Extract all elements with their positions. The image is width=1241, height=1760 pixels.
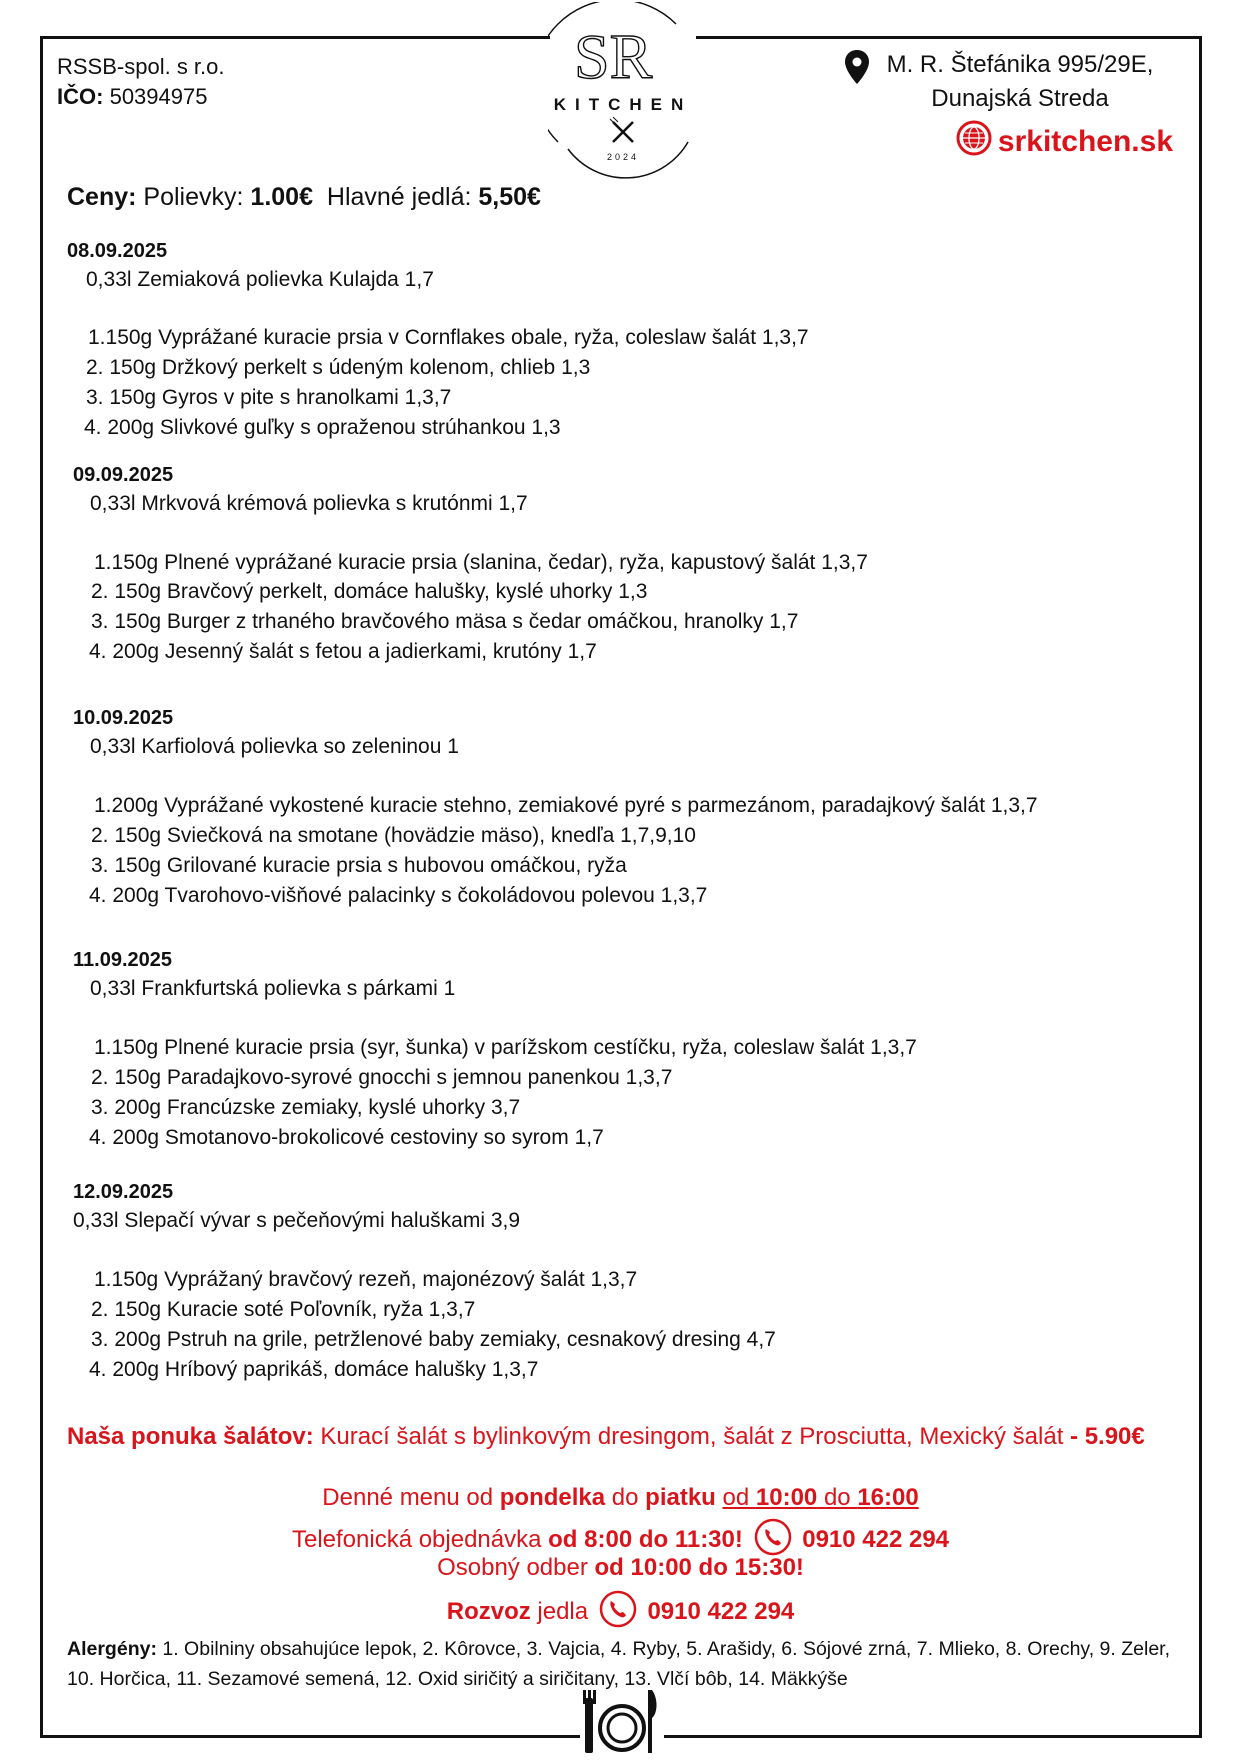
allergens-text: 1. Obilniny obsahujúce lepok, 2. Kôrovce, 3. Vajcia, 4. Ryby, 5. Arašidy, 6. Sójové zrná, 7. Mlieko, 8. Orechy, 9. Zeler, 10. Horčica, 11. Sezamové semená, 12. Oxid siričitý a siričitany, 13. Vlčí bôb, 14. Mäkkýše [67, 1638, 1171, 1690]
ico-label: IČO: [57, 84, 104, 109]
menu-hours-time [723, 1484, 919, 1511]
plate-cutlery-icon [580, 1688, 662, 1760]
menu-item: 3. 150g Burger z trhaného bravčového mäsa s čedar omáčkou, hranolky 1,7 [91, 610, 799, 633]
menu-item: 3. 150g Gyros v pite s hranolkami 1,3,7 [86, 386, 452, 409]
phone-order-number[interactable]: 0910 422 294 [802, 1525, 950, 1553]
delivery-phone-number[interactable]: 0910 422 294 [647, 1597, 795, 1625]
menu-item: 2. 150g Sviečková na smotane (hovädzie mäso), knedľa 1,7,9,10 [91, 824, 696, 847]
pickup-hours [0, 1554, 1241, 1582]
menu-item: 2. 150g Paradajkovo-syrové gnocchi s jemnou panenkou 1,3,7 [91, 1066, 673, 1089]
menu-item: 2. 150g Kuracie soté Poľovník, ryža 1,3,7 [91, 1298, 476, 1321]
salads-price: 5.90€ [1084, 1423, 1145, 1450]
location-pin-icon [845, 50, 869, 94]
menu-hours [0, 1484, 1241, 1512]
allergens-label: Alergény: [67, 1638, 157, 1660]
day-soup: 0,33l Karfiolová polievka so zeleninou 1 [90, 735, 459, 758]
day-date: 10.09.2025 [73, 707, 174, 729]
menu-item: 3. 200g Francúzske zemiaky, kyslé uhorky 3,7 [91, 1096, 521, 1119]
frame-bottom-left [40, 1735, 580, 1738]
phone-order-text: Telefonická objednávka [291, 1525, 549, 1553]
soups-label: Polievky: [143, 183, 244, 211]
prices [67, 183, 541, 212]
frame-top-left [40, 36, 550, 39]
day-soup: 0,33l Frankfurtská polievka s párkami 1 [90, 977, 456, 1000]
salads-dash: - [1063, 1423, 1085, 1450]
address-line-1: M. R. Štefánika 995/29E, [886, 51, 1154, 78]
menu-item: 1.150g Plnené kuracie prsia (syr, šunka) v parížskom cestíčku, ryža, coleslaw šalát 1,3,7 [94, 1036, 917, 1059]
frame-left [40, 36, 43, 1738]
allergens [67, 1634, 1177, 1694]
menu-item: 4. 200g Jesenný šalát s fetou a jadierkami, krutóny 1,7 [89, 640, 597, 663]
delivery-text: jedla [530, 1597, 589, 1625]
day-soup: 0,33l Zemiaková polievka Kulajda 1,7 [86, 268, 434, 291]
menu-hours-day-from: pondelka [499, 1484, 606, 1511]
menu-item: 4. 200g Tvarohovo-višňové palacinky s čokoládovou polevou 1,3,7 [89, 884, 708, 907]
frame-top-right [696, 36, 1202, 39]
menu-item: 4. 200g Slivkové guľky s opraženou strúhankou 1,3 [84, 416, 561, 439]
menu-hours-text [716, 1484, 723, 1511]
logo-year: 2024 [606, 152, 640, 162]
menu-item: 3. 200g Pstruh na grile, petržlenové baby zemiaky, cesnakový dresing 4,7 [91, 1328, 776, 1351]
mains-label: Hlavné jedlá: [326, 183, 472, 211]
pickup-time: od 10:00 do 15:30! [594, 1554, 804, 1581]
menu-hours-time-to: 16:00 [857, 1484, 919, 1511]
day-soup: 0,33l Mrkvová krémová polievka s krutónmi 1,7 [90, 492, 528, 515]
day-date: 08.09.2025 [67, 240, 168, 262]
menu-item: 4. 200g Hríbový paprikáš, domáce halušky 1,3,7 [89, 1358, 539, 1381]
mains-price: 5,50€ [478, 183, 541, 211]
company-ico [57, 82, 225, 112]
fork-knife-icon [610, 117, 633, 142]
salads-label: Naša ponuka šalátov: [67, 1423, 314, 1450]
day-soup: 0,33l Slepačí vývar s pečeňovými haluškami 3,9 [73, 1209, 521, 1232]
address [825, 48, 1185, 116]
pickup-text: Osobný odber [437, 1554, 595, 1581]
salads-offer [67, 1420, 1177, 1454]
menu-hours-time-from: 10:00 [755, 1484, 818, 1511]
menu-hours-text: do [605, 1484, 646, 1511]
menu-hours-time-text: do [817, 1484, 858, 1511]
menu-item: 1.150g Vyprážaný bravčový rezeň, majonézový šalát 1,3,7 [94, 1268, 638, 1291]
day-date: 11.09.2025 [73, 949, 172, 971]
logo-letter-s: SR [574, 21, 653, 92]
day-date: 09.09.2025 [73, 464, 174, 486]
logo-word: KITCHEN [553, 95, 693, 114]
address-line-2: Dunajská Streda [931, 85, 1109, 112]
menu-item: 1.200g Vyprážané vykostené kuracie stehno, zemiakové pyré s parmezánom, paradajkový šalát 1,3,7 [94, 794, 1038, 817]
ico-value: 50394975 [109, 84, 208, 109]
menu-hours-day-to: piatku [645, 1484, 716, 1511]
day-date: 12.09.2025 [73, 1181, 174, 1203]
sr-kitchen-logo [548, 2, 698, 182]
menu-item: 2. 150g Bravčový perkelt, domáce halušky, kyslé uhorky 1,3 [91, 580, 648, 603]
menu-hours-text: Denné menu od [322, 1484, 500, 1511]
company-info [57, 52, 225, 112]
menu-item: 1.150g Plnené vyprážané kuracie prsia (slanina, čedar), ryža, kapustový šalát 1,3,7 [94, 551, 868, 574]
phone-order-hours: od 8:00 do 11:30! [548, 1525, 743, 1553]
frame-bottom-right [664, 1735, 1202, 1738]
menu-item: 4. 200g Smotanovo-brokolicové cestoviny so syrom 1,7 [89, 1126, 604, 1149]
menu-hours-time-text: od [722, 1484, 756, 1511]
prices-label: Ceny: [67, 183, 137, 211]
menu-item: 1.150g Vyprážané kuracie prsia v Cornflakes obale, ryža, coleslaw šalát 1,3,7 [88, 326, 809, 349]
phone-icon [599, 1590, 637, 1635]
globe-icon [956, 120, 992, 164]
menu-item: 2. 150g Držkový perkelt s údeným kolenom, chlieb 1,3 [86, 356, 591, 379]
company-name: RSSB-spol. s r.o. [57, 54, 225, 79]
delivery-label: Rozvoz [446, 1597, 531, 1625]
soups-price: 1.00€ [250, 183, 313, 211]
delivery [0, 1590, 1241, 1635]
salads-text: Kurací šalát s bylinkovým dresingom, šalát z Prosciutta, Mexický šalát [320, 1423, 1064, 1450]
website-label: srkitchen.sk [997, 125, 1173, 158]
frame-right [1199, 36, 1202, 1738]
menu-item: 3. 150g Grilované kuracie prsia s hubovou omáčkou, ryža [91, 854, 627, 877]
website-link[interactable] [956, 120, 1173, 164]
